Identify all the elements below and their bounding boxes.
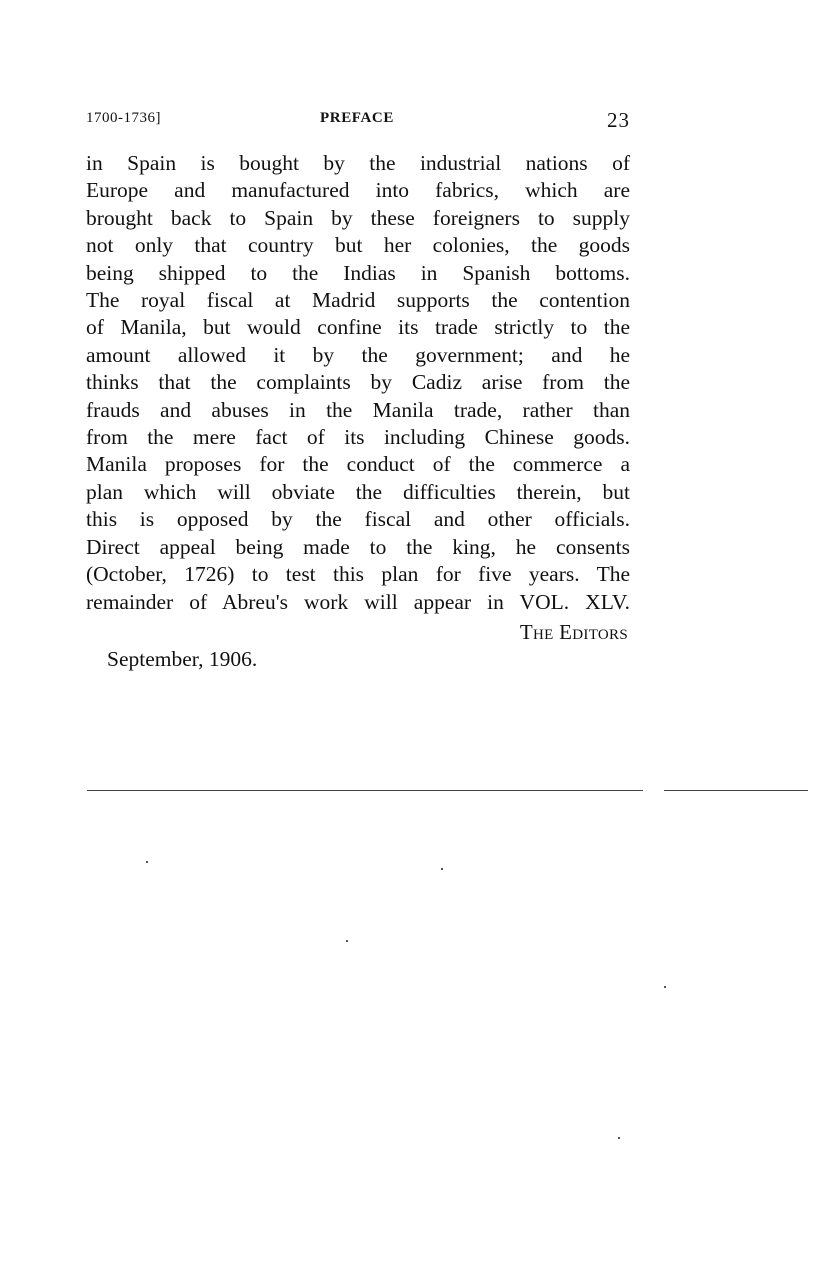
text-line: from the mere fact of its including Chinese goods. [86, 425, 630, 450]
text-line: (October, 1726) to test this plan for five years. The [86, 562, 630, 587]
running-head [86, 108, 632, 134]
scan-speck [441, 868, 443, 870]
text-line: frauds and abuses in the Manila trade, rather than [86, 397, 630, 422]
dateline: September, 1906. [107, 647, 258, 671]
text-line: Manila proposes for the conduct of the commerce a [86, 452, 630, 477]
text-line: The royal fiscal at Madrid supports the contention [86, 288, 630, 313]
text-line: in Spain is bought by the industrial nations of [86, 151, 630, 175]
text-line: remainder of Abreu's work will appear in VOL. XLV. [86, 589, 630, 614]
text-line: of Manila, but would confine its trade strictly to the [86, 315, 630, 340]
scan-speck [146, 861, 148, 863]
page-rule [87, 790, 643, 791]
scan-speck [618, 1137, 620, 1139]
text-line: being shipped to the Indias in Spanish bottoms. [86, 260, 630, 285]
running-head-date-range: 1700-1736] [86, 110, 161, 126]
text-line: not only that country but her colonies, the goods [86, 233, 630, 258]
scan-speck [664, 986, 666, 988]
text-line: plan which will obviate the difficulties therein, but [86, 479, 630, 504]
text-line: brought back to Spain by these foreigners to supply [86, 205, 630, 230]
text-line: Direct appeal being made to the king, he consents [86, 534, 630, 559]
scan-speck [346, 940, 348, 942]
editors-signature: The Editors [519, 620, 628, 644]
page-rule-short [664, 790, 808, 791]
preface-paragraph [86, 150, 630, 616]
text-line: this is opposed by the fiscal and other officials. [86, 507, 630, 532]
running-head-title: PREFACE [320, 110, 394, 126]
text-line: amount allowed it by the government; and he [86, 342, 630, 367]
text-line: Europe and manufactured into fabrics, which are [86, 178, 630, 203]
text-line: thinks that the complaints by Cadiz arise from the [86, 370, 630, 395]
page-number: 23 [607, 108, 630, 132]
